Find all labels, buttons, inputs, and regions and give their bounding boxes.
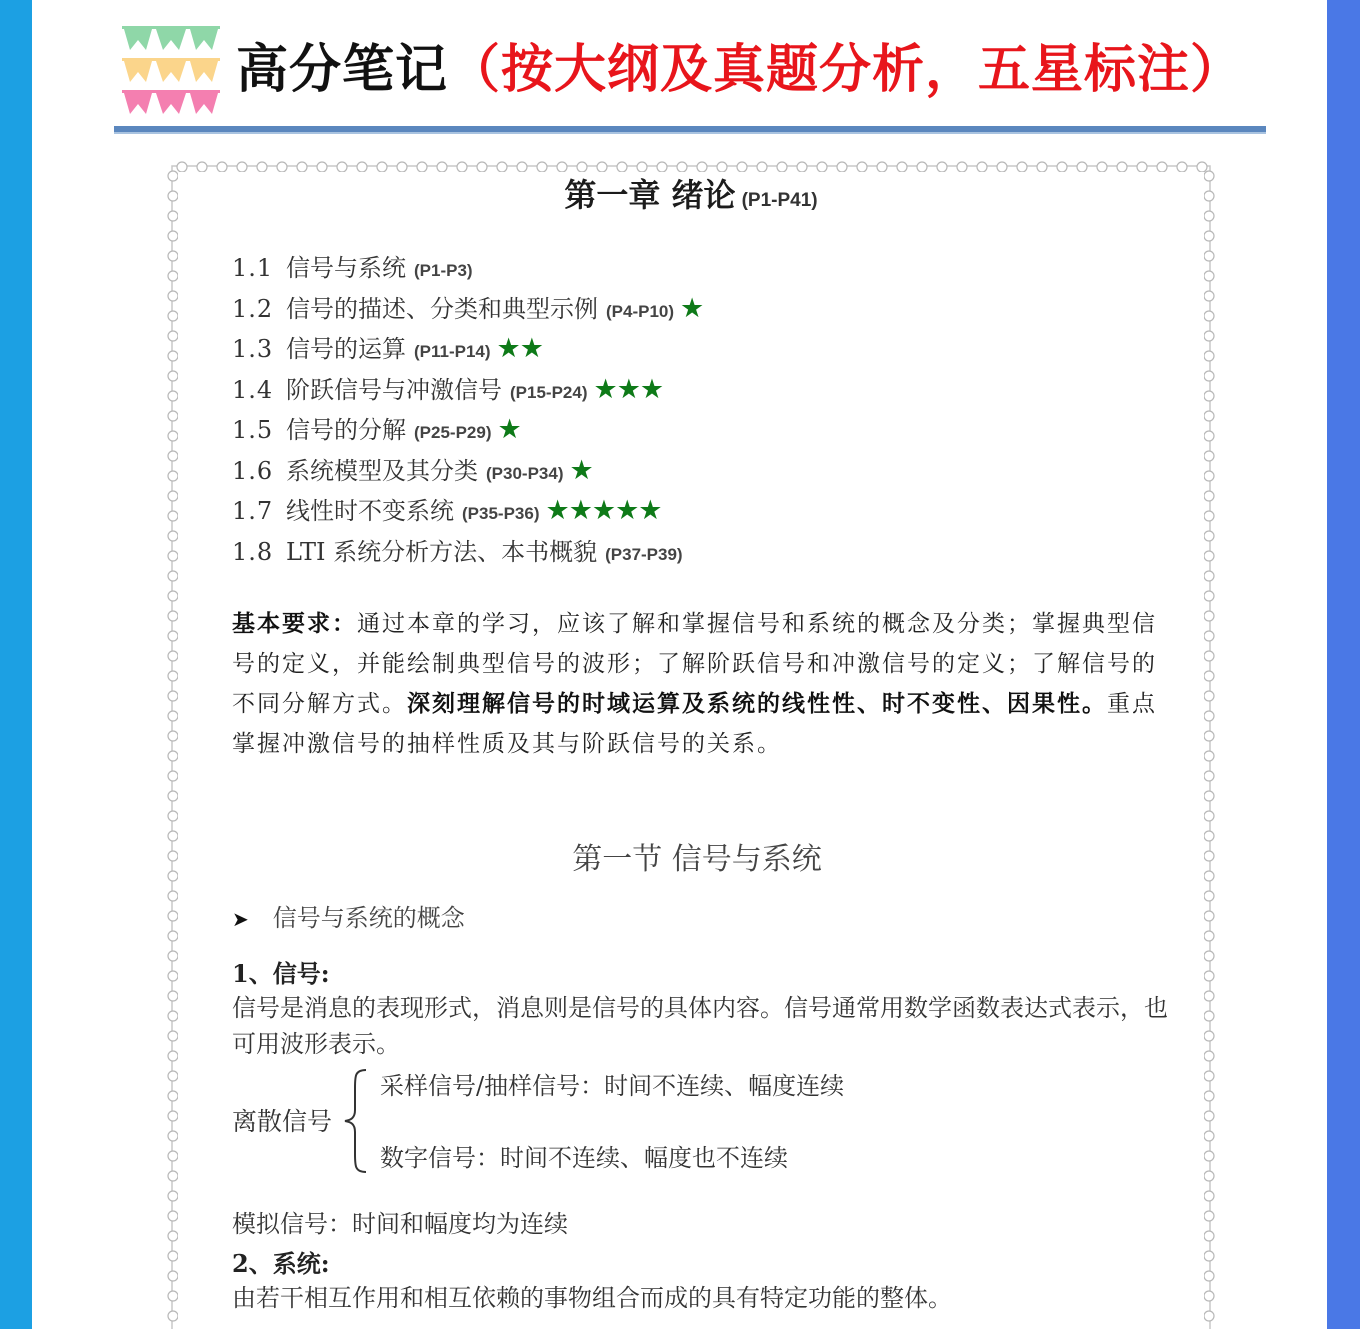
toc-title: 系统模型及其分类 — [286, 456, 478, 485]
toc-number: 1.4 — [232, 375, 274, 404]
toc-pages: (P35-P36) — [462, 504, 540, 523]
requirements-label: 基本要求： — [232, 610, 357, 637]
star-rating: ★★★ — [593, 373, 664, 405]
analog-signal-text: 模拟信号：时间和幅度均为连续 — [232, 1210, 568, 1238]
toc-pages: (P25-P29) — [414, 423, 492, 442]
toc-pages: (P30-P34) — [486, 463, 564, 483]
chapter-title-text: 第一章 绪论 — [564, 176, 736, 214]
star-rating: ★ — [569, 454, 593, 486]
header-divider — [114, 126, 1266, 134]
star-rating: ★★ — [496, 333, 543, 364]
discrete-signal-label: 离散信号 — [232, 1107, 333, 1136]
page-title-main: 高分笔记 — [236, 40, 449, 100]
page-title-subtitle: （按大纲及真题分析，五星标注） — [448, 40, 1244, 100]
system-heading: 2、系统: — [232, 1249, 330, 1278]
left-accent-bar — [0, 0, 32, 1329]
toc-number: 1.8 — [232, 537, 274, 566]
star-rating: ★ — [680, 292, 704, 324]
toc-item — [232, 289, 703, 330]
toc-pages: (P37-P39) — [605, 544, 683, 564]
toc-pages: (P15-P24) — [510, 382, 588, 402]
signal-heading: 1、信号: — [232, 959, 330, 988]
toc-title: LTI 系统分析方法、本书概貌 — [286, 537, 598, 566]
toc-number: 1.5 — [232, 416, 274, 444]
notes-card — [166, 160, 1216, 1329]
arrow-bullet-icon: ➤ — [232, 907, 249, 931]
discrete-branch-sampled: 采样信号/抽样信号：时间不连续、幅度连续 — [380, 1072, 845, 1100]
toc-pages: (P1-P3) — [414, 261, 473, 280]
chapter-title — [166, 170, 1216, 216]
toc-item — [232, 410, 703, 451]
toc-item — [232, 451, 703, 492]
toc-number: 1.7 — [232, 497, 274, 525]
toc-pages: (P4-P10) — [606, 301, 675, 321]
toc-item — [232, 329, 703, 370]
toc-item — [232, 248, 703, 289]
basic-requirements — [232, 604, 1168, 764]
system-definition: 由若干相互作用和相互依赖的事物组合而成的具有特定功能的整体。 — [232, 1284, 952, 1312]
requirements-text: 通过本章的学习，应该了解和掌握信号和系统的概念及分类；掌握典型信号的定义，并能绘制典型信号的波形；了解阶跃信号和冲激信号的定义；了解信号的不同分解方式。 — [232, 611, 1157, 717]
toc-pages: (P11-P14) — [414, 342, 491, 361]
toc-number: 1.6 — [232, 456, 274, 485]
toc-title: 信号的分解 — [286, 416, 406, 444]
toc-title: 信号的运算 — [286, 335, 406, 363]
bullet-text: 信号与系统的概念 — [272, 904, 465, 932]
section-title: 第一节 信号与系统 — [572, 842, 822, 877]
discrete-branch-digital: 数字信号：时间不连续、幅度也不连续 — [380, 1144, 788, 1172]
table-of-contents — [232, 248, 703, 572]
toc-title: 阶跃信号与冲激信号 — [286, 375, 502, 404]
signal-definition: 信号是消息的表现形式，消息则是信号的具体内容。信号通常用数学函数表达式表示，也可用波形表示。 — [232, 994, 1168, 1058]
toc-number: 1.3 — [232, 335, 274, 363]
page-title — [236, 34, 1243, 106]
toc-title: 信号与系统 — [286, 254, 406, 282]
requirements-text-2: 重点掌握冲激信号的抽样性质及其与阶跃信号的关系。 — [232, 691, 1157, 757]
toc-title: 信号的描述、分类和典型示例 — [286, 294, 598, 323]
curly-brace-icon — [342, 1066, 370, 1176]
chapter-pages: (P1-P41) — [741, 190, 818, 211]
requirements-emphasis: 深刻理解信号的时域运算及系统的线性性、时不变性、因果性。 — [407, 690, 1107, 717]
bullet-item — [232, 898, 465, 933]
toc-item — [232, 370, 703, 411]
bunting-flags-icon — [122, 26, 220, 118]
toc-item — [232, 532, 703, 573]
toc-title: 线性时不变系统 — [286, 497, 454, 525]
toc-item — [232, 491, 703, 532]
right-accent-bar — [1327, 0, 1360, 1329]
toc-number: 1.2 — [232, 294, 274, 323]
toc-number: 1.1 — [232, 254, 274, 282]
star-rating: ★ — [497, 414, 521, 445]
star-rating: ★★★★★ — [545, 495, 662, 526]
